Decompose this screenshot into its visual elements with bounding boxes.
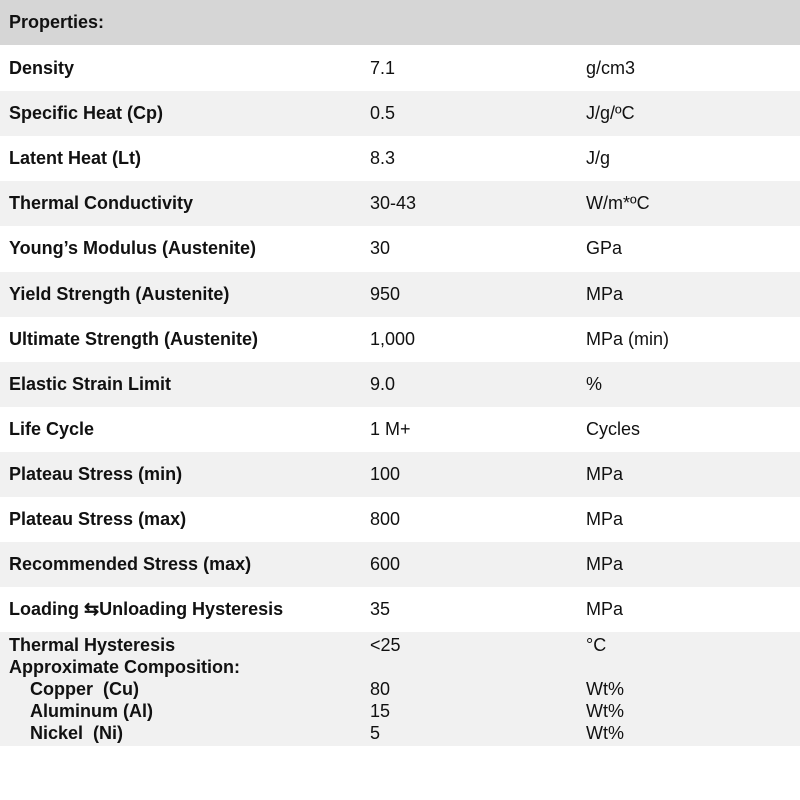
property-unit: MPa bbox=[586, 464, 624, 484]
composition-block bbox=[0, 632, 800, 746]
table-row bbox=[0, 46, 800, 91]
property-name: Young’s Modulus (Austenite) bbox=[9, 238, 256, 258]
table-row bbox=[0, 497, 800, 542]
property-value: 1 M+ bbox=[370, 419, 411, 439]
property-unit: W/m*ºC bbox=[586, 193, 650, 213]
property-unit: Cycles bbox=[586, 419, 641, 439]
property-value: 30 bbox=[370, 238, 391, 258]
property-value: 100 bbox=[370, 464, 401, 484]
element-name: Aluminum (Al) bbox=[30, 701, 153, 721]
property-value: 0.5 bbox=[370, 103, 396, 123]
property-unit: % bbox=[586, 374, 603, 394]
table-row bbox=[0, 181, 800, 226]
composition-row bbox=[0, 720, 800, 742]
table-row bbox=[0, 407, 800, 452]
element-name: Copper (Cu) bbox=[30, 679, 139, 699]
table-row bbox=[0, 136, 800, 181]
property-unit: GPa bbox=[586, 238, 623, 258]
table-row bbox=[0, 226, 800, 271]
property-name: Thermal Hysteresis bbox=[9, 635, 176, 655]
table-header bbox=[0, 0, 800, 45]
property-name: Density bbox=[9, 58, 75, 78]
property-value: 8.3 bbox=[370, 148, 396, 168]
element-value: 80 bbox=[370, 679, 391, 699]
property-value: 950 bbox=[370, 284, 401, 304]
property-unit: J/g/ºC bbox=[586, 103, 635, 123]
property-value: <25 bbox=[370, 635, 401, 655]
property-unit: J/g bbox=[586, 148, 611, 168]
table-row bbox=[0, 452, 800, 497]
property-name: Ultimate Strength (Austenite) bbox=[9, 329, 259, 349]
element-name: Nickel (Ni) bbox=[30, 723, 124, 743]
property-name: Loading ⇆Unloading Hysteresis bbox=[9, 599, 284, 619]
property-value: 30-43 bbox=[370, 193, 417, 213]
property-name: Yield Strength (Austenite) bbox=[9, 284, 230, 304]
table-row bbox=[0, 317, 800, 362]
property-name: Plateau Stress (min) bbox=[9, 464, 183, 484]
header-title: Properties: bbox=[9, 12, 105, 32]
property-unit: MPa bbox=[586, 509, 624, 529]
table-row bbox=[0, 362, 800, 407]
property-unit: MPa (min) bbox=[586, 329, 670, 349]
property-name: Recommended Stress (max) bbox=[9, 554, 252, 574]
element-value: 5 bbox=[370, 723, 381, 743]
element-unit: Wt% bbox=[586, 679, 624, 699]
property-name: Elastic Strain Limit bbox=[9, 374, 172, 394]
composition-heading bbox=[0, 654, 800, 676]
property-value: 7.1 bbox=[370, 58, 396, 78]
property-name: Specific Heat (Cp) bbox=[9, 103, 164, 123]
property-value: 800 bbox=[370, 509, 401, 529]
table-row bbox=[0, 632, 800, 654]
composition-row bbox=[0, 698, 800, 720]
table-row bbox=[0, 587, 800, 632]
property-value: 9.0 bbox=[370, 374, 396, 394]
property-unit: MPa bbox=[586, 554, 624, 574]
composition-row bbox=[0, 676, 800, 698]
property-unit: MPa bbox=[586, 599, 624, 619]
table-row bbox=[0, 542, 800, 587]
property-unit: °C bbox=[586, 635, 607, 655]
property-value: 35 bbox=[370, 599, 391, 619]
property-name: Life Cycle bbox=[9, 419, 95, 439]
property-value: 600 bbox=[370, 554, 401, 574]
property-value: 1,000 bbox=[370, 329, 416, 349]
property-unit: MPa bbox=[586, 284, 624, 304]
element-unit: Wt% bbox=[586, 723, 624, 743]
composition-label: Approximate Composition: bbox=[9, 657, 241, 677]
property-name: Plateau Stress (max) bbox=[9, 509, 187, 529]
table-row bbox=[0, 91, 800, 136]
table-row bbox=[0, 272, 800, 317]
property-name: Latent Heat (Lt) bbox=[9, 148, 141, 168]
property-name: Thermal Conductivity bbox=[9, 193, 194, 213]
element-unit: Wt% bbox=[586, 701, 624, 721]
element-value: 15 bbox=[370, 701, 391, 721]
property-unit: g/cm3 bbox=[586, 58, 636, 78]
